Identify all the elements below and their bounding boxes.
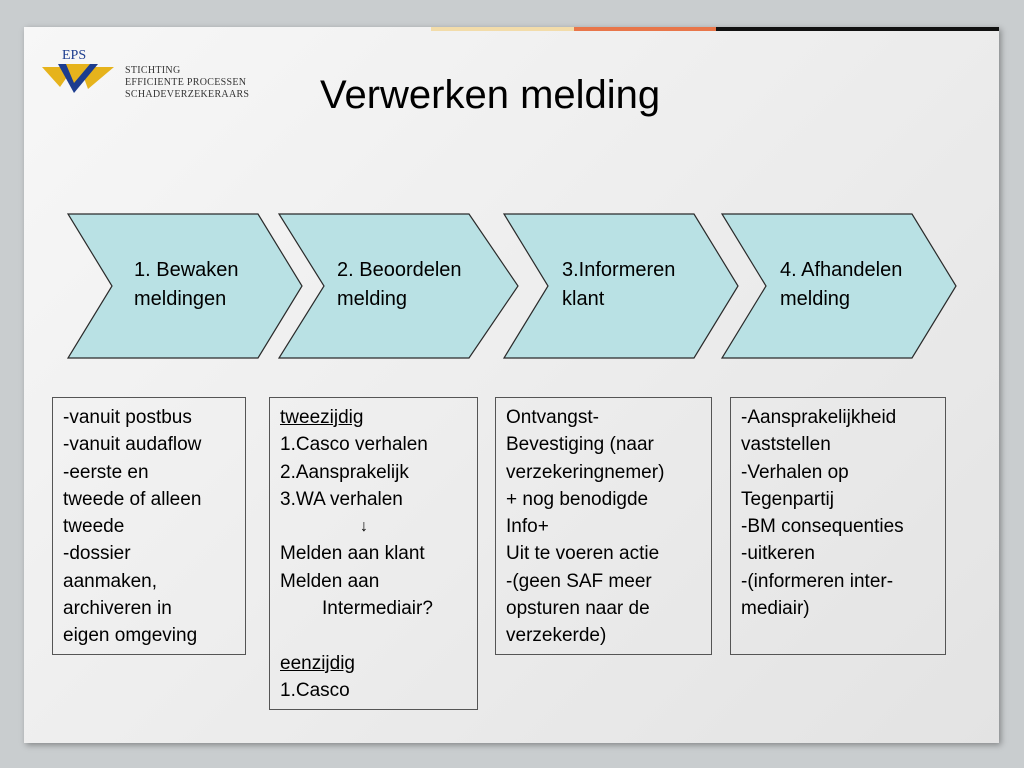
step-1-line-1: 1. Bewaken: [134, 259, 239, 281]
step-2-line-1: 2. Beoordelen: [337, 259, 462, 281]
down-arrow-icon: ↓: [360, 518, 368, 536]
box1-line: archiveren in: [63, 598, 172, 620]
slide: [24, 27, 999, 743]
box1-line: aanmaken,: [63, 570, 158, 592]
step-3-details-box: [495, 397, 712, 655]
box2-item: 3.WA verhalen: [280, 488, 403, 510]
box3-line: + nog benodigde: [506, 488, 649, 510]
logo-line-2: EFFICIENTE PROCESSEN: [125, 77, 247, 88]
box3-line: opsturen naar de: [506, 598, 650, 620]
logo-abbr: EPS: [62, 48, 87, 63]
box1-line: -dossier: [63, 543, 131, 565]
step-4-details-box: [730, 397, 946, 655]
step-4-line-2: melding: [780, 288, 851, 310]
step-2-line-2: melding: [337, 288, 408, 310]
box3-line: -(geen SAF meer: [506, 570, 652, 592]
box4-line: Tegenpartij: [741, 488, 834, 510]
step-3-label: [562, 256, 675, 314]
logo-line-1: STICHTING: [125, 65, 181, 76]
box4-line: -(informeren inter-: [741, 570, 894, 592]
step-4-label: [780, 256, 902, 314]
box3-line: Ontvangst-: [506, 407, 599, 428]
step-3-line-2: klant: [562, 288, 605, 310]
step-2-details-box: [269, 397, 478, 710]
box3-line: Info+: [506, 516, 549, 538]
box2-heading-eenzijdig: eenzijdig: [280, 652, 355, 674]
box2-heading-tweezijdig: tweezijdig: [280, 407, 364, 428]
box2-item: 1.Casco verhalen: [280, 434, 428, 456]
step-4-line-1: 4. Afhandelen: [780, 259, 903, 281]
step-1-label: [134, 256, 239, 314]
box1-line: -vanuit audaflow: [63, 434, 202, 456]
box2-item: Melden aan: [280, 570, 380, 592]
step-1-line-2: meldingen: [134, 288, 227, 310]
box2-item: 1.Casco: [280, 679, 350, 701]
box1-line: -vanuit postbus: [63, 407, 192, 428]
box1-line: tweede of alleen: [63, 488, 202, 510]
box4-line: mediair): [741, 598, 810, 620]
box3-line: verzekeringnemer): [506, 461, 665, 483]
box1-line: eigen omgeving: [63, 625, 198, 647]
step-2-label: [337, 256, 462, 314]
step-3-line-1: 3.Informeren: [562, 259, 676, 281]
slide-title: Verwerken melding: [320, 73, 661, 117]
box3-line: Bevestiging (naar: [506, 434, 654, 456]
box4-line: -BM consequenties: [741, 516, 904, 538]
box3-line: verzekerde): [506, 625, 607, 647]
box1-line: tweede: [63, 516, 125, 538]
box4-line: -uitkeren: [741, 543, 815, 565]
box4-line: -Aansprakelijkheid: [741, 407, 897, 428]
box4-line: vaststellen: [741, 434, 831, 456]
box2-spacer: [280, 622, 469, 649]
step-1-details-box: [52, 397, 246, 655]
box2-item: Melden aan klant: [280, 543, 425, 565]
box1-line: -eerste en: [63, 461, 149, 483]
box4-line: -Verhalen op: [741, 461, 849, 483]
box2-item: 2.Aansprakelijk: [280, 461, 409, 483]
logo-line-3: SCHADEVERZEKERAARS: [125, 89, 250, 100]
box3-line: Uit te voeren actie: [506, 543, 660, 565]
box2-item-indented: Intermediair?: [322, 598, 433, 620]
